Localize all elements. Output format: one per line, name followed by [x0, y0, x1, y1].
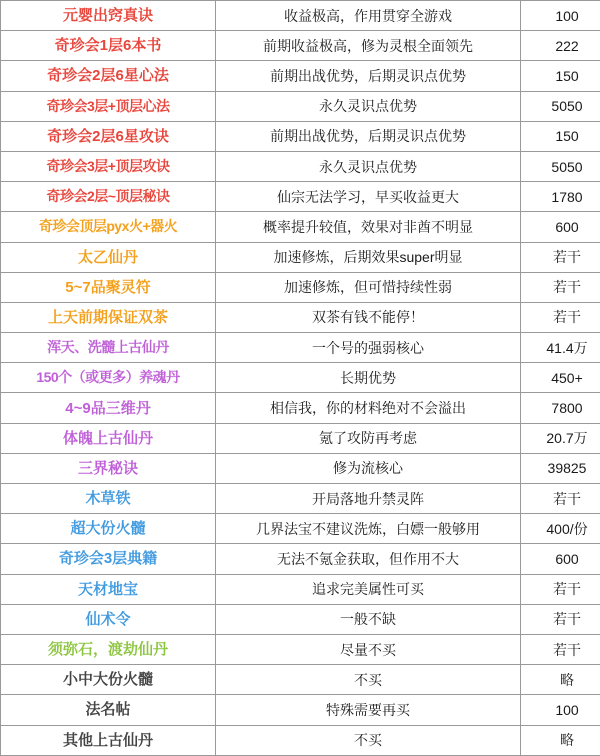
table-row	[1, 453, 600, 483]
table-body	[1, 1, 600, 756]
item-value-cell: 100	[521, 1, 600, 31]
item-name-cell	[1, 514, 216, 544]
table-row	[1, 31, 600, 61]
item-value-cell: 600	[521, 544, 600, 574]
item-name-cell	[1, 1, 216, 31]
table-row	[1, 544, 600, 574]
item-description-cell: 前期出战优势，后期灵识点优势	[216, 61, 521, 91]
item-description-cell: 前期收益极高，修为灵根全面领先	[216, 31, 521, 61]
table-row	[1, 695, 600, 725]
table-row	[1, 574, 600, 604]
item-name-label: 超大份火髓	[70, 521, 145, 536]
item-name-label: 太乙仙丹	[78, 250, 138, 265]
item-name-label: 浑天、洗髓上古仙丹	[47, 340, 169, 354]
item-name-cell	[1, 151, 216, 181]
item-description-cell: 一般不缺	[216, 604, 521, 634]
item-description-cell: 长期优势	[216, 363, 521, 393]
item-value-cell: 若干	[521, 634, 600, 664]
item-description-cell: 前期出战优势，后期灵识点优势	[216, 121, 521, 151]
item-name-label: 天材地宝	[78, 582, 138, 597]
item-name-cell	[1, 91, 216, 121]
item-name-label: 奇珍会顶层рух火+器火	[39, 219, 177, 233]
item-name-label: 法名帖	[85, 702, 130, 717]
table-row	[1, 151, 600, 181]
table-row	[1, 393, 600, 423]
table-row	[1, 665, 600, 695]
item-name-cell	[1, 121, 216, 151]
item-description-cell: 几界法宝不建议洗炼，白嫖一般够用	[216, 514, 521, 544]
item-name-label: 须弥石，渡劫仙丹	[48, 642, 168, 657]
item-description-cell: 特殊需要再买	[216, 695, 521, 725]
table-row	[1, 242, 600, 272]
item-description-cell: 仙宗无法学习，早买收益更大	[216, 182, 521, 212]
item-description-cell: 双茶有钱不能停！	[216, 302, 521, 332]
item-name-cell	[1, 604, 216, 634]
item-name-label: 奇珍会1层6本书	[55, 38, 162, 53]
item-value-cell: 若干	[521, 302, 600, 332]
item-description-cell: 加速修炼，后期效果super明显	[216, 242, 521, 272]
item-name-cell	[1, 31, 216, 61]
item-value-cell: 222	[521, 31, 600, 61]
table-row	[1, 61, 600, 91]
item-name-label: 木草铁	[85, 491, 130, 506]
item-value-cell: 20.7万	[521, 423, 600, 453]
table-row	[1, 272, 600, 302]
item-name-label: 4~9品三维丹	[65, 401, 150, 416]
item-description-cell: 不买	[216, 725, 521, 755]
item-name-cell	[1, 695, 216, 725]
table-row	[1, 302, 600, 332]
item-name-cell	[1, 182, 216, 212]
item-value-cell: 41.4万	[521, 333, 600, 363]
item-name-cell	[1, 272, 216, 302]
table-row	[1, 604, 600, 634]
item-name-label: 奇珍会2层~顶层秘诀	[47, 189, 170, 203]
item-description-cell: 尽量不买	[216, 634, 521, 664]
table-row	[1, 182, 600, 212]
item-value-cell: 略	[521, 725, 600, 755]
item-name-cell	[1, 634, 216, 664]
item-value-cell: 100	[521, 695, 600, 725]
item-description-cell: 加速修炼，但可惜持续性弱	[216, 272, 521, 302]
item-description-cell: 收益极高，作用贯穿全游戏	[216, 1, 521, 31]
item-description-cell: 相信我，你的材料绝对不会溢出	[216, 393, 521, 423]
item-name-cell	[1, 242, 216, 272]
item-name-label: 奇珍会2层6星心法	[47, 68, 169, 83]
item-description-cell: 无法不氪金获取，但作用不大	[216, 544, 521, 574]
item-name-label: 150个（或更多）养魂丹	[36, 370, 179, 384]
table-row	[1, 725, 600, 755]
item-value-cell: 1780	[521, 182, 600, 212]
item-description-cell: 概率提升较值，效果对非酋不明显	[216, 212, 521, 242]
item-name-label: 奇珍会2层6星攻诀	[47, 129, 169, 144]
item-name-label: 奇珍会3层典籍	[59, 551, 157, 566]
item-name-cell	[1, 393, 216, 423]
item-description-cell: 永久灵识点优势	[216, 91, 521, 121]
item-name-cell	[1, 333, 216, 363]
item-name-label: 奇珍会3层+顶层心法	[47, 99, 170, 113]
item-value-cell: 450+	[521, 363, 600, 393]
item-name-cell	[1, 363, 216, 393]
item-description-cell: 修为流核心	[216, 453, 521, 483]
item-value-cell: 若干	[521, 242, 600, 272]
table-row	[1, 634, 600, 664]
table-row	[1, 514, 600, 544]
table-row	[1, 121, 600, 151]
item-value-cell: 5050	[521, 151, 600, 181]
item-value-cell: 若干	[521, 574, 600, 604]
item-name-cell	[1, 574, 216, 604]
item-name-cell	[1, 212, 216, 242]
table-row	[1, 363, 600, 393]
item-description-cell: 追求完美属性可买	[216, 574, 521, 604]
item-name-cell	[1, 61, 216, 91]
item-description-cell: 不买	[216, 665, 521, 695]
item-name-cell	[1, 665, 216, 695]
item-name-cell	[1, 453, 216, 483]
item-description-cell: 一个号的强弱核心	[216, 333, 521, 363]
item-value-cell: 150	[521, 61, 600, 91]
item-name-cell	[1, 725, 216, 755]
table-row	[1, 212, 600, 242]
item-name-label: 上天前期保证双茶	[48, 310, 168, 325]
item-value-cell: 400/份	[521, 514, 600, 544]
item-name-label: 5~7品聚灵符	[65, 280, 150, 295]
item-value-cell: 若干	[521, 484, 600, 514]
item-name-cell	[1, 544, 216, 574]
item-name-label: 元婴出窍真诀	[63, 8, 153, 23]
item-value-cell: 5050	[521, 91, 600, 121]
item-name-cell	[1, 484, 216, 514]
item-value-cell: 若干	[521, 272, 600, 302]
item-name-label: 其他上古仙丹	[63, 733, 153, 748]
item-name-label: 三界秘诀	[78, 461, 138, 476]
table-row	[1, 91, 600, 121]
item-value-cell: 39825	[521, 453, 600, 483]
item-value-cell: 600	[521, 212, 600, 242]
item-description-cell: 氪了攻防再考虑	[216, 423, 521, 453]
table-row	[1, 423, 600, 453]
table-row	[1, 484, 600, 514]
item-name-label: 体魄上古仙丹	[63, 431, 153, 446]
item-description-cell: 永久灵识点优势	[216, 151, 521, 181]
item-value-cell: 若干	[521, 604, 600, 634]
table-row	[1, 1, 600, 31]
item-value-cell: 150	[521, 121, 600, 151]
item-name-label: 奇珍会3层+顶层攻诀	[47, 159, 170, 173]
item-name-cell	[1, 423, 216, 453]
item-value-cell: 7800	[521, 393, 600, 423]
item-name-label: 小中大份火髓	[63, 672, 153, 687]
item-name-cell	[1, 302, 216, 332]
table-row	[1, 333, 600, 363]
item-description-cell: 开局落地升禁灵阵	[216, 484, 521, 514]
item-value-cell: 略	[521, 665, 600, 695]
item-name-label: 仙术令	[85, 612, 130, 627]
